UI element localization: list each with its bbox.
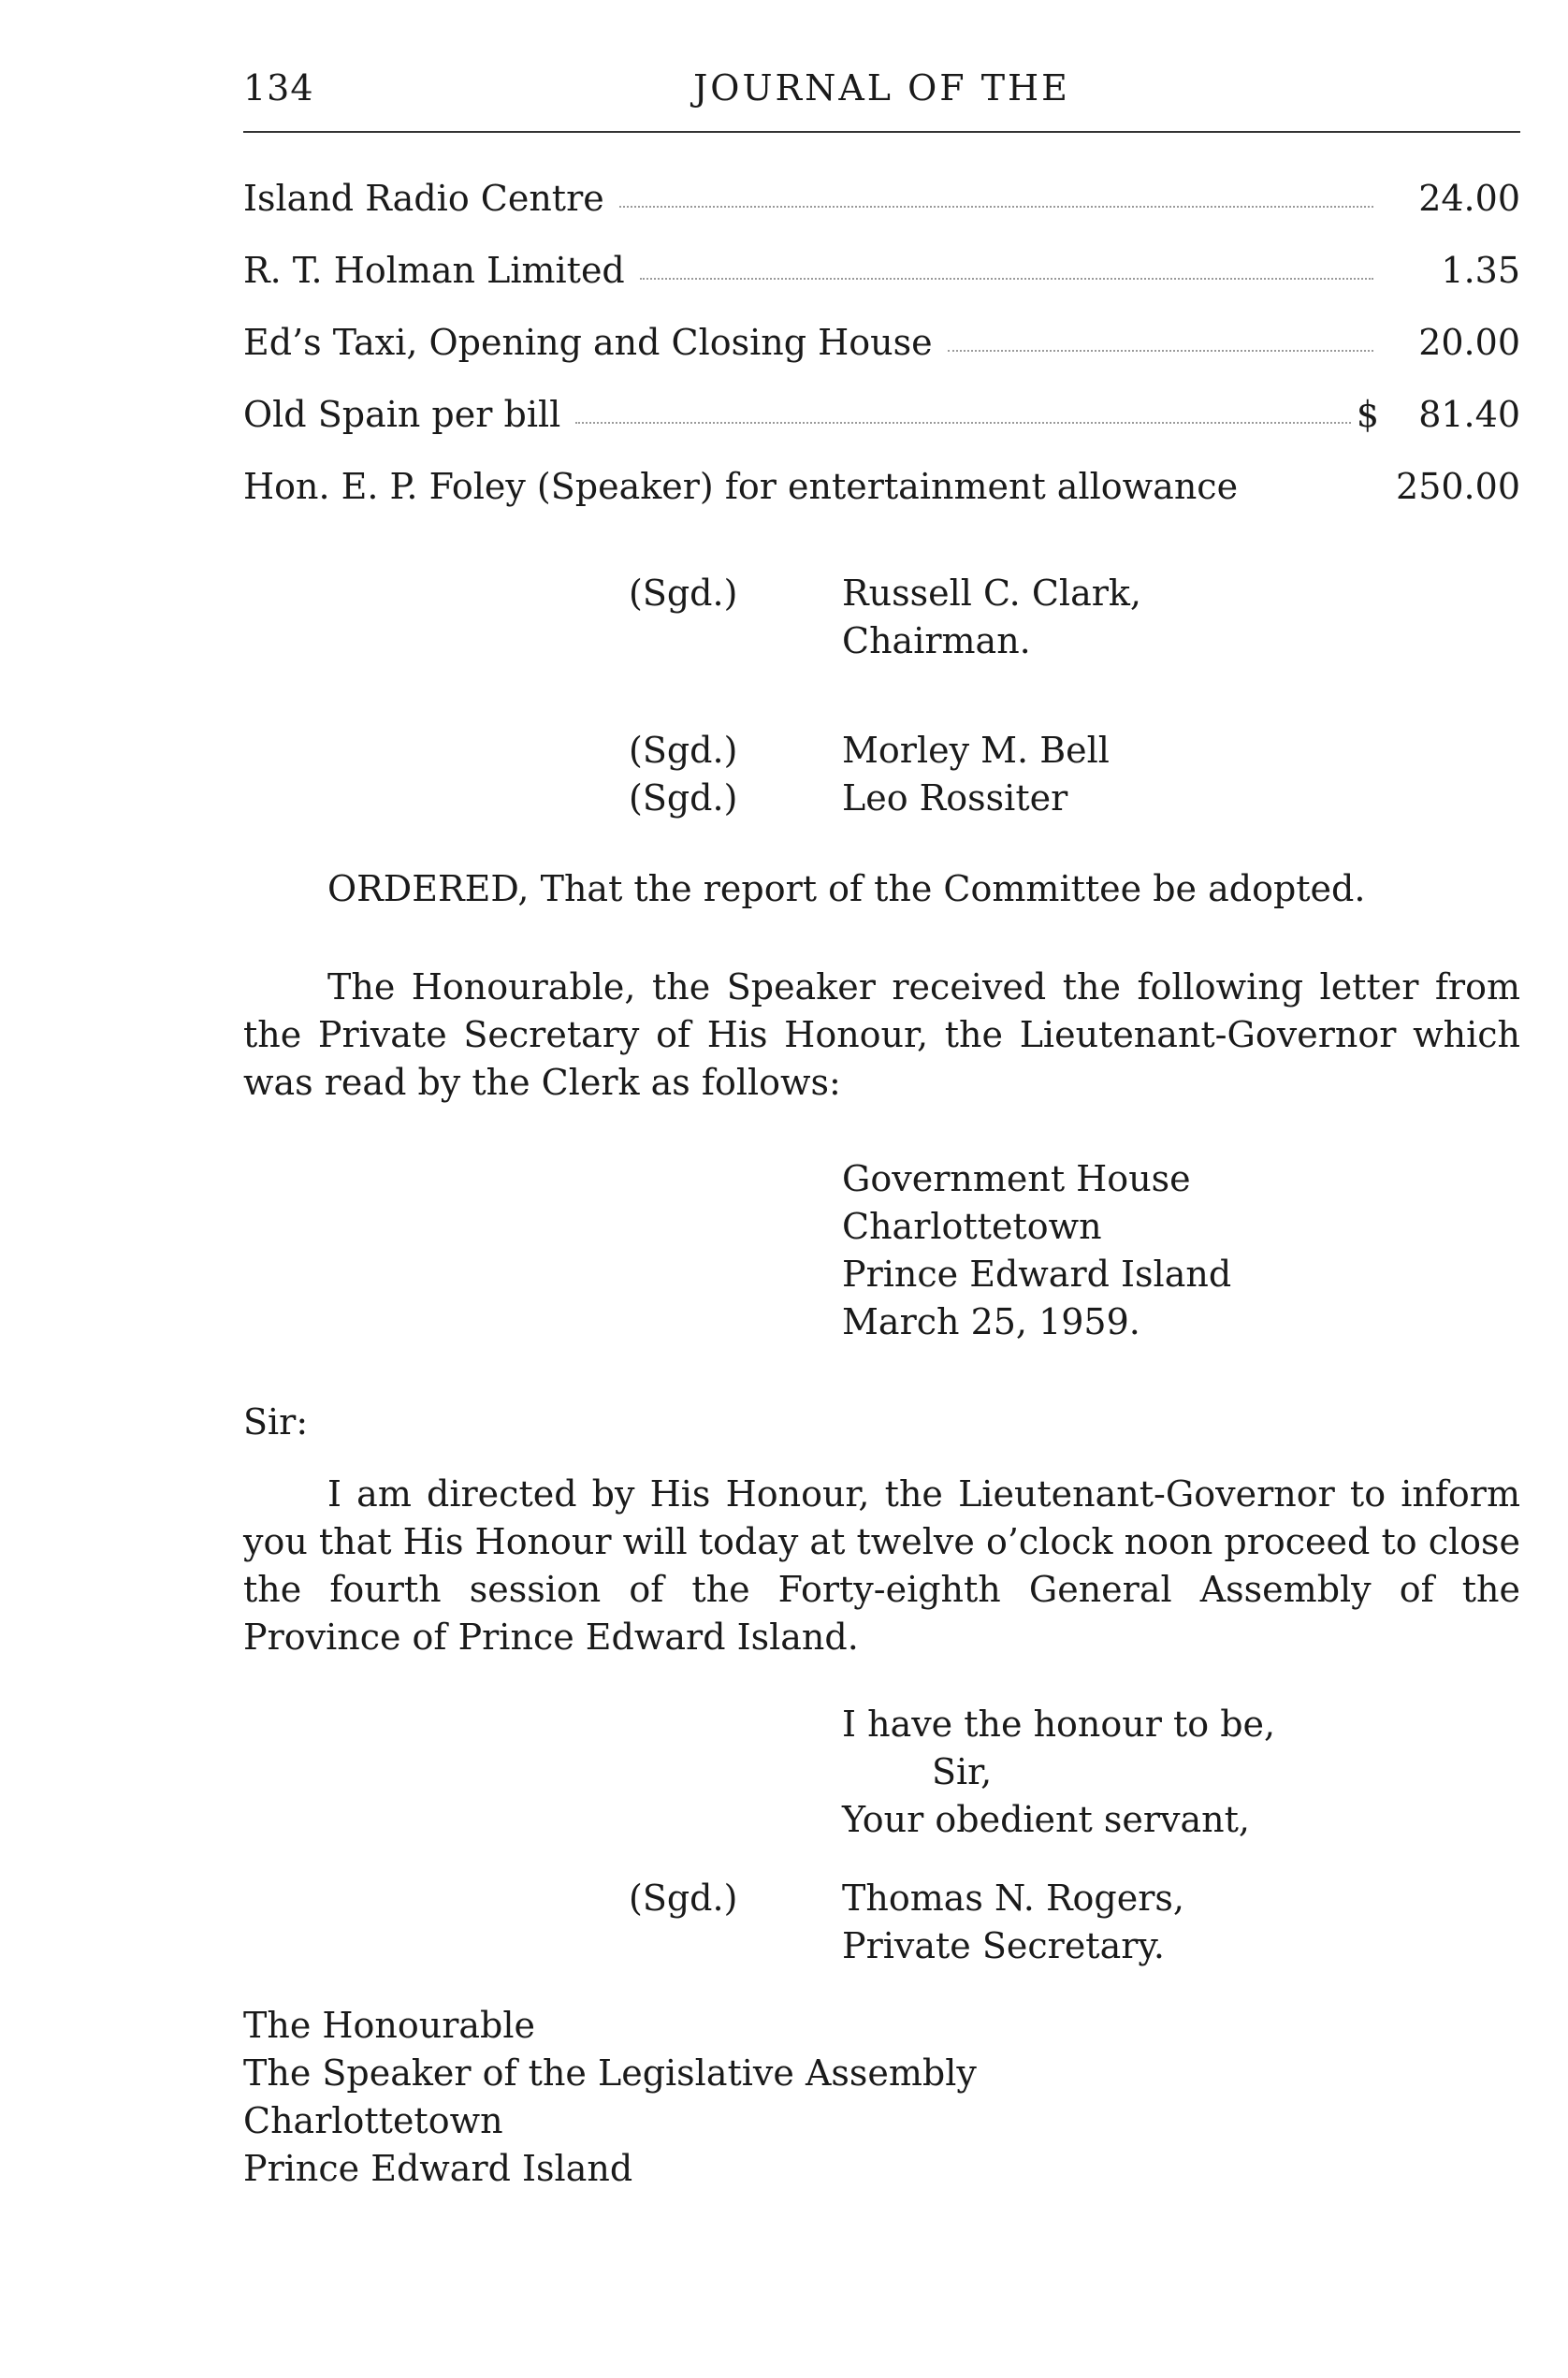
ledger-amount: 24.00 xyxy=(1418,178,1520,219)
address-line: Prince Edward Island xyxy=(842,1254,1232,1295)
recipient-line: Charlottetown xyxy=(243,2100,503,2141)
dot-leader xyxy=(1253,466,1373,494)
letter-body: I am directed by His Honour, the Lieutenant-Governor to inform you that His Honour will today at twelve o’clock noon proceed to close the fourth session of the Forty-eighth General Assembly of the Province of Prince Edward Island. xyxy=(243,1473,1520,1658)
ledger-row xyxy=(243,250,1520,322)
address-line: Government House xyxy=(842,1158,1191,1199)
ledger-label: Old Spain per bill xyxy=(243,394,570,435)
chair-name: Russell C. Clark, xyxy=(842,573,1141,614)
header-rule xyxy=(243,131,1520,133)
ledger-label: Hon. E. P. Foley (Speaker) for entertainment allowance xyxy=(243,466,1247,507)
ledger-amount: 81.40 xyxy=(1418,394,1520,435)
recipient-line: The Speaker of the Legislative Assembly xyxy=(243,2052,977,2094)
page-number: 134 xyxy=(243,67,314,109)
accounts-ledger xyxy=(243,178,1520,538)
ledger-row xyxy=(243,466,1520,538)
letter-closing xyxy=(842,1701,1275,1844)
dot-leader xyxy=(619,178,1373,208)
recipient-line: Prince Edward Island xyxy=(243,2148,633,2189)
letter-salutation: Sir: xyxy=(243,1401,309,1443)
letter-recipient xyxy=(243,2002,977,2193)
secretary-signature xyxy=(243,1878,1520,1973)
dot-leader xyxy=(640,250,1373,280)
committee-chair-signature xyxy=(243,573,1520,668)
address-line: Charlottetown xyxy=(842,1206,1102,1247)
page-header xyxy=(243,67,1520,120)
closing-line: Sir, xyxy=(932,1751,993,1792)
ledger-amount: 1.35 xyxy=(1441,250,1520,291)
intro-paragraph: The Honourable, the Speaker received the following letter from the Private Secretary of His Honour, the Lieutenant-Governor which was read by the Clerk as follows: xyxy=(243,966,1520,1103)
running-head: JOURNAL OF THE xyxy=(693,67,1070,109)
ledger-label: Island Radio Centre xyxy=(243,178,614,219)
signer-name: Thomas N. Rogers, xyxy=(842,1878,1184,1919)
dot-leader xyxy=(948,322,1373,352)
signed-mark: (Sgd.) xyxy=(629,1878,738,1919)
ordered-resolution: ORDERED, That the report of the Committee be adopted. xyxy=(327,868,1366,909)
ledger-amount: 250.00 xyxy=(1396,466,1520,507)
signer-title: Private Secretary. xyxy=(842,1925,1165,1966)
ledger-row xyxy=(243,178,1520,250)
ledger-label: Ed’s Taxi, Opening and Closing House xyxy=(243,322,942,363)
member-name: Morley M. Bell xyxy=(842,730,1110,771)
letter-date: March 25, 1959. xyxy=(842,1301,1140,1342)
ledger-currency: $ xyxy=(1356,394,1379,435)
recipient-line: The Honourable xyxy=(243,2005,536,2046)
ledger-row xyxy=(243,322,1520,394)
member-name: Leo Rossiter xyxy=(842,777,1068,819)
signed-mark: (Sgd.) xyxy=(629,730,738,771)
journal-page xyxy=(243,0,1520,2378)
chair-title: Chairman. xyxy=(842,620,1031,661)
closing-line: Your obedient servant, xyxy=(842,1799,1250,1840)
closing-line: I have the honour to be, xyxy=(842,1704,1276,1745)
dot-leader xyxy=(575,394,1351,424)
signed-mark: (Sgd.) xyxy=(629,573,738,614)
committee-member-signatures xyxy=(243,730,1520,825)
ledger-label: R. T. Holman Limited xyxy=(243,250,634,291)
signed-mark: (Sgd.) xyxy=(629,777,738,819)
ledger-row xyxy=(243,394,1520,466)
letter-address xyxy=(842,1155,1231,1346)
ledger-amount: 20.00 xyxy=(1418,322,1520,363)
